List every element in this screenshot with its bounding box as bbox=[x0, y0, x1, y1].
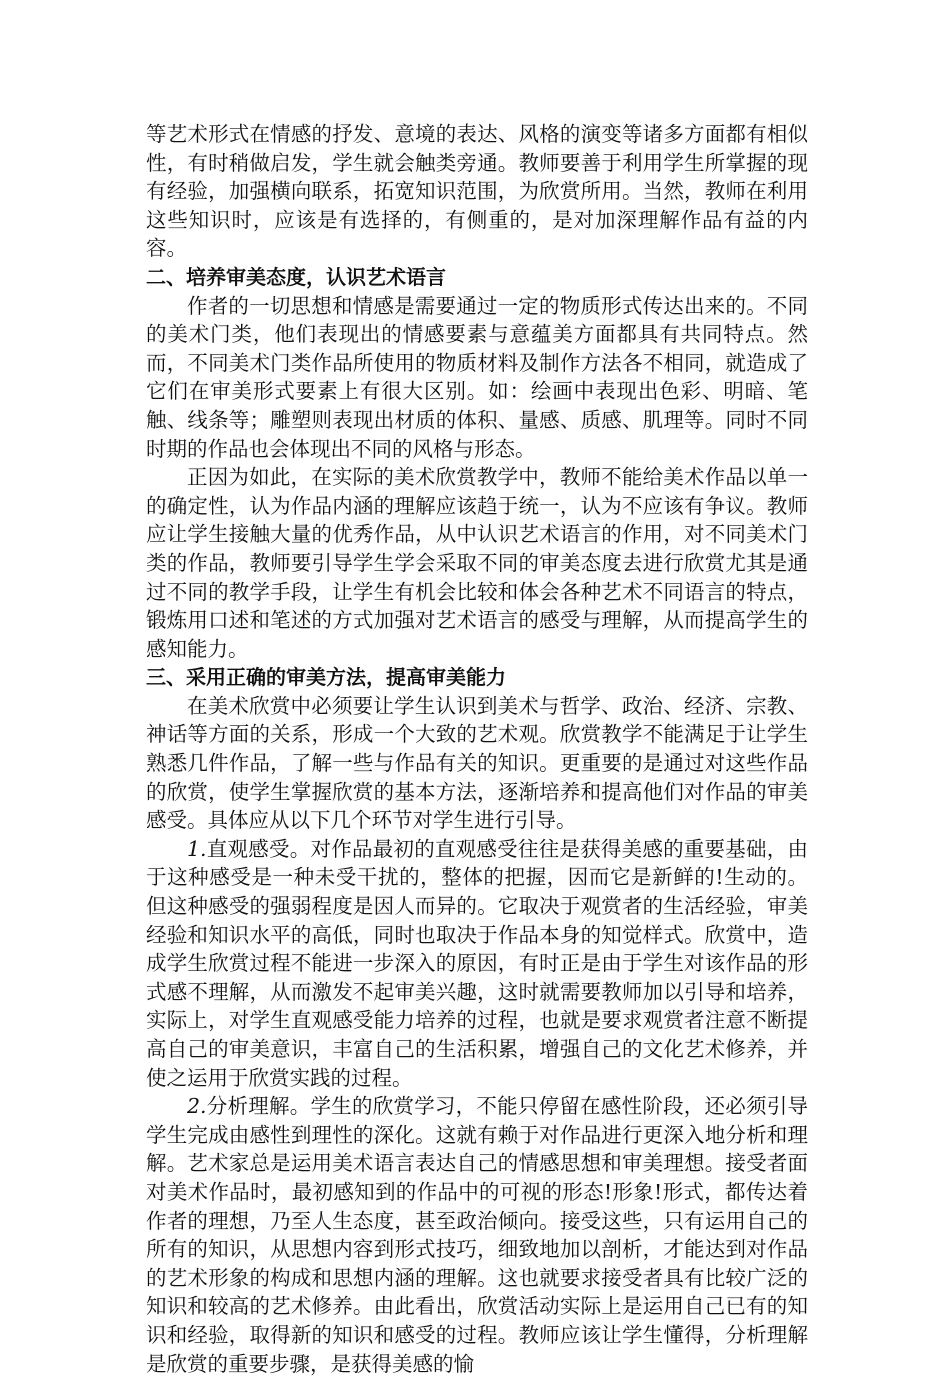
paragraph-continued: 等艺术形式在情感的抒发、意境的表达、风格的演变等诸多方面都有相似性，有时稍做启发，学生就会触类旁通。教师要善于利用学生所掌握的现有经验，加强横向联系，拓宽知识范围，为欣赏所用。当然，教师在利用这些知识时，应该是有选择的，有侧重的，是对加深理解作品有益的内容。 bbox=[146, 122, 808, 261]
item-text: 分析理解。学生的欣赏学习，不能只停留在感性阶段，还必须引导学生完成由感性到理性的深化。这就有赖于对作品进行更深入地分析和理解。艺术家总是运用美术语言表达自己的情感思想和审美理想。接受者面对美术作品时，最初感知到的作品中的可视的形态!形象!形式，都传达着作者的理想，乃至人生态度，甚至政治倾向。接受这些，只有运用自己的所有的知识，从思想内容到形式技巧，细致地加以剖析，才能达到对作品的艺术形象的构成和思想内涵的理解。这也就要求接受者具有比较广泛的知识和较高的艺术修养。由此看出，欣赏活动实际上是运用自己已有的知识和经验，取得新的知识和感受的过程。教师应该让学生懂得，分析理解是欣赏的重要步骤，是获得美感的愉 bbox=[146, 1094, 808, 1376]
document-page bbox=[146, 120, 808, 1378]
paragraph-analysis-understanding bbox=[146, 1092, 808, 1378]
paragraph-art-language-1: 作者的一切思想和情感是需要通过一定的物质形式传达出来的。不同的美术门类，他们表现出的情感要素与意蕴美方面都具有共同特点。然而，不同美术门类作品所使用的物质材料及制作方法各不相同，就造成了它们在审美形式要素上有很大区别。如：绘画中表现出色彩、明暗、笔触、线条等；雕塑则表现出材质的体积、量感、质感、肌理等。同时不同时期的作品也会体现出不同的风格与形态。 bbox=[146, 293, 808, 461]
paragraph-methods-intro: 在美术欣赏中必须要让学生认识到美术与哲学、政治、经济、宗教、神话等方面的关系，形成一个大致的艺术观。欣赏教学不能满足于让学生熟悉几件作品，了解一些与作品有关的知识。更重要的是通过对这些作品的欣赏，使学生掌握欣赏的基本方法，逐渐培养和提高他们对作品的审美感受。具体应从以下几个环节对学生进行引导。 bbox=[146, 693, 808, 833]
section-heading-3: 三、采用正确的审美方法，提高审美能力 bbox=[146, 665, 506, 690]
paragraph-art-language-2: 正因为如此，在实际的美术欣赏教学中，教师不能给美术作品以单一的确定性，认为作品内涵的理解应该趋于统一，认为不应该有争议。教师应让学生接触大量的优秀作品，从中认识艺术语言的作用，对不同美术门类的作品，教师要引导学生学会采取不同的审美态度去进行欣赏尤其是通过不同的教学手段，让学生有机会比较和体会各种艺术不同语言的特点，锻炼用口述和笔述的方式加强对艺术语言的感受与理解，从而提高学生的感知能力。 bbox=[146, 465, 808, 661]
item-number: 1. bbox=[187, 836, 207, 861]
paragraph-direct-perception bbox=[146, 835, 808, 1092]
item-number: 2. bbox=[187, 1094, 207, 1119]
section-heading-2: 二、培养审美态度，认识艺术语言 bbox=[146, 264, 446, 289]
item-text: 直观感受。对作品最初的直观感受往往是获得美感的重要基础，由于这种感受是一种未受干扰的，整体的把握，因而它是新鲜的!生动的。但这种感受的强弱程度是因人而异的。它取决于观赏者的生活经验，审美经验和知识水平的高低，同时也取决于作品本身的知觉样式。欣赏中，造成学生欣赏过程不能进一步深入的原因，有时正是由于学生对该作品的形式感不理解，从而激发不起审美兴趣，这时就需要教师加以引导和培养，实际上，对学生直观感受能力培养的过程，也就是要求观赏者注意不断提高自己的审美意识，丰富自己的生活积累，增强自己的文化艺术修养，并使之运用于欣赏实践的过程。 bbox=[146, 836, 808, 1090]
